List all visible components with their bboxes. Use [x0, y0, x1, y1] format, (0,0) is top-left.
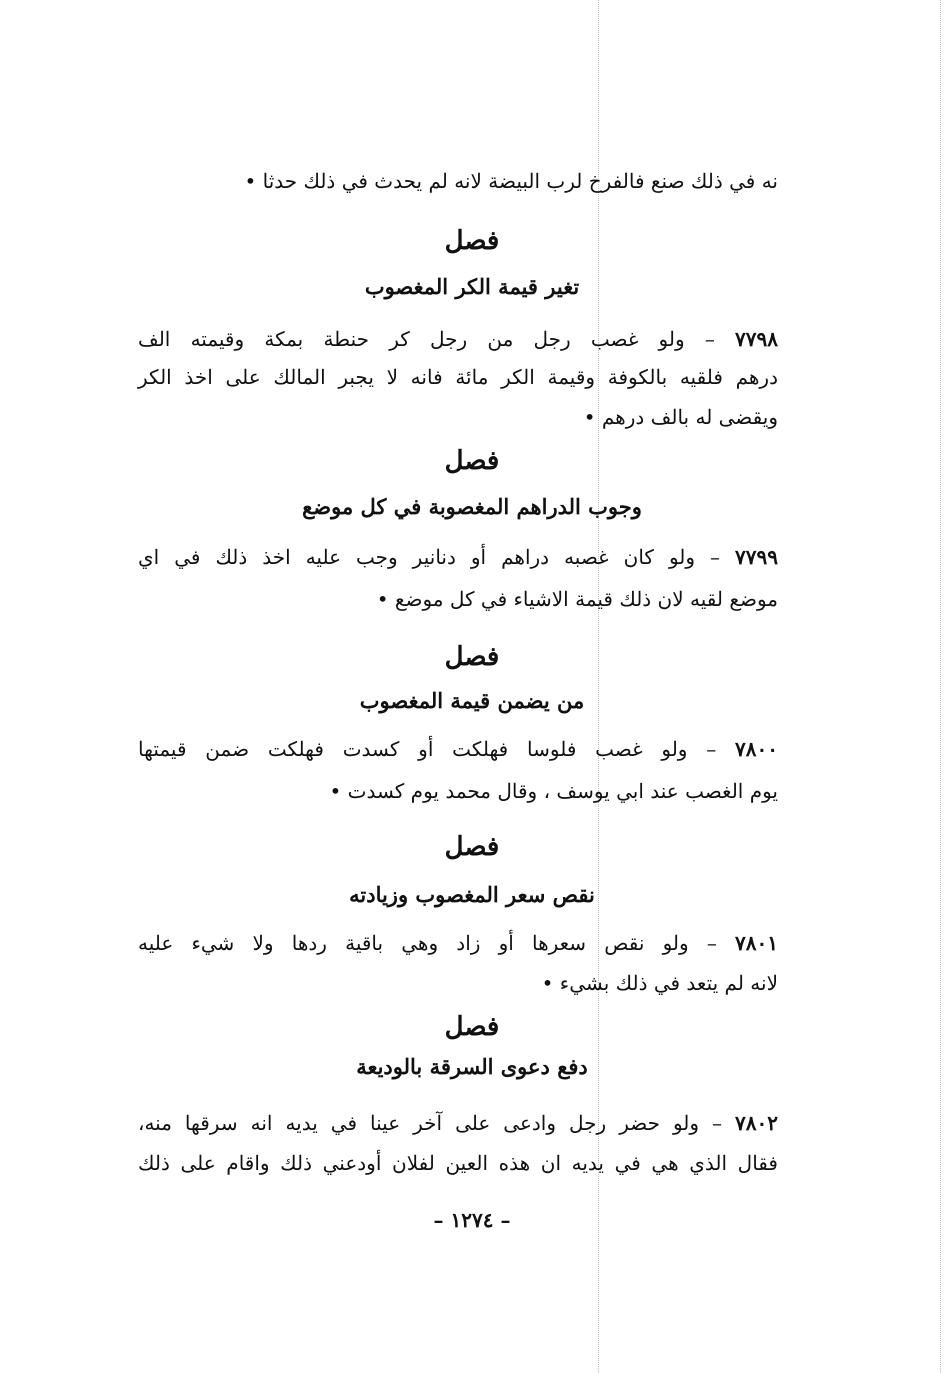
- section-title: تغير قيمة الكر المغصوب: [364, 274, 580, 299]
- paragraph-number: ٧٨٠٢: [735, 1111, 779, 1135]
- section-fasl-heading: فصل: [444, 1012, 500, 1042]
- section-title: وجوب الدراهم المغصوبة في كل موضع: [302, 494, 642, 519]
- paragraph-line: يوم الغصب عند ابي يوسف ، وقال محمد يوم كسدت •: [329, 779, 778, 803]
- section-title: نقص سعر المغصوب وزيادته: [349, 882, 595, 907]
- section-title: دفع دعوى السرقة بالوديعة: [356, 1054, 588, 1079]
- section-fasl-heading: فصل: [444, 832, 500, 862]
- paragraph-line: ويقضى له بالف درهم •: [583, 405, 778, 429]
- paragraph-line: ٧٨٠٢ – ولو حضر رجل وادعى على آخر عينا في يديه انه سرقها منه،: [138, 1111, 779, 1135]
- scan-edge-line: [940, 0, 943, 1373]
- paragraph-line: درهم فلقيه بالكوفة وقيمة الكر مائة فانه لا يجبر المالك على اخذ الكر: [138, 365, 778, 389]
- paragraph-number: ٧٨٠١: [735, 931, 779, 955]
- paragraph-line: فقال الذي هي في يديه ان هذه العين لفلان أودعني ذلك واقام على ذلك: [138, 1151, 778, 1175]
- paragraph-number: ٧٧٩٩: [735, 545, 778, 569]
- paragraph-line: ٧٧٩٨ – ولو غصب رجل من رجل كر حنطة بمكة وقيمته الف: [138, 327, 779, 351]
- page-number: – ١٢٧٤ –: [433, 1208, 511, 1232]
- paragraph-number: ٧٧٩٨: [735, 327, 779, 351]
- section-fasl-heading: فصل: [444, 642, 500, 672]
- paragraph-line: موضع لقيه لان ذلك قيمة الاشياء في كل موضع •: [376, 587, 778, 611]
- section-title: من يضمن قيمة المغصوب: [359, 688, 585, 713]
- paragraph-line: ٧٨٠٠ – ولو غصب فلوسا فهلكت أو كسدت فهلكت ضمن قيمتها: [138, 737, 778, 761]
- intro-line: نه في ذلك صنع فالفرخ لرب البيضة لانه لم يحدث في ذلك حدثا •: [244, 169, 778, 193]
- paragraph-line: ٧٧٩٩ – ولو كان غصبه دراهم أو دنانير وجب عليه اخذ ذلك في اي: [138, 545, 778, 569]
- paragraph-line: ٧٨٠١ – ولو نقص سعرها أو زاد وهي باقية ردها ولا شيء عليه: [138, 931, 779, 955]
- paragraph-line: لانه لم يتعد في ذلك بشيء •: [541, 971, 778, 995]
- paragraph-number: ٧٨٠٠: [735, 737, 778, 761]
- section-fasl-heading: فصل: [444, 446, 500, 476]
- section-fasl-heading: فصل: [444, 226, 500, 256]
